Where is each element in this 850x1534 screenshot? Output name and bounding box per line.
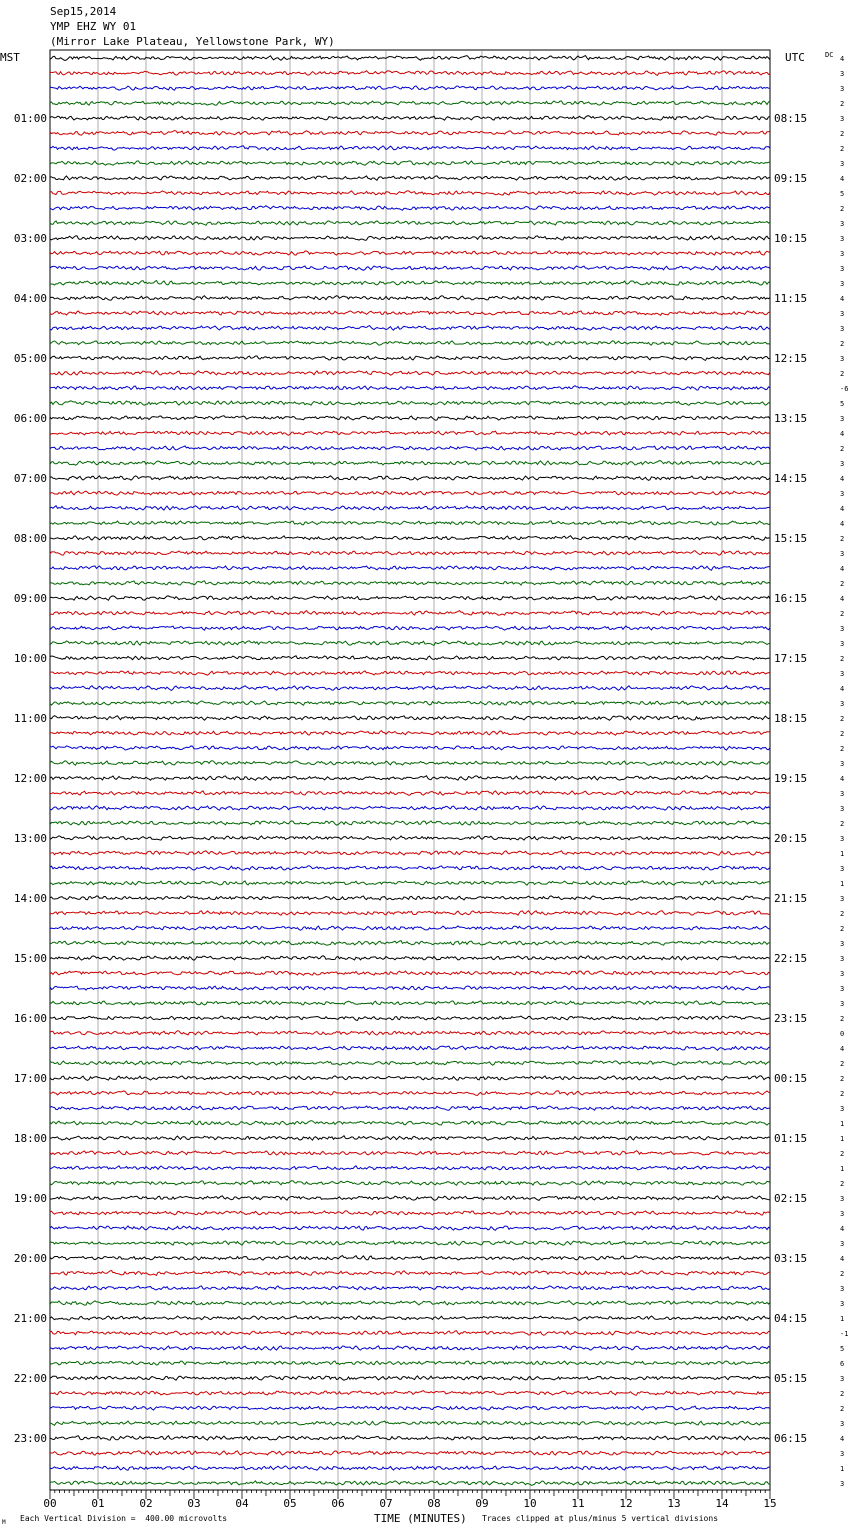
seismic-trace [50, 851, 770, 855]
seismic-trace [50, 1196, 770, 1201]
right-hour-label: 14:15 [774, 472, 808, 485]
seismic-trace [50, 971, 770, 975]
seismic-trace [50, 1001, 770, 1005]
dc-offset-value: 3 [840, 1480, 845, 1488]
seismic-trace [50, 86, 770, 90]
dc-offset-value: 3 [840, 1240, 845, 1248]
left-hour-label: 10:00 [13, 652, 47, 665]
right-hour-label: 23:15 [774, 1012, 808, 1025]
seismic-trace [50, 491, 770, 495]
seismic-trace [50, 521, 770, 525]
dc-offset-value: 3 [840, 1210, 845, 1218]
seismic-trace [50, 746, 770, 750]
seismic-trace [50, 146, 770, 150]
x-tick-label: 04 [235, 1497, 249, 1510]
seismic-trace [50, 1346, 770, 1350]
seismic-trace [50, 896, 770, 900]
dc-offset-value: 1 [840, 1120, 845, 1128]
dc-offset-value: 2 [840, 100, 845, 108]
dc-offset-value: 2 [840, 1060, 845, 1068]
seismic-trace [50, 836, 770, 840]
dc-offset-value: 4 [840, 430, 845, 438]
dc-offset-value: 2 [840, 1270, 845, 1278]
left-hour-label: 05:00 [13, 352, 47, 365]
seismic-trace [50, 1046, 770, 1050]
footer-scale-note: Each Vertical Division = 400.00 microvolts [20, 1514, 228, 1523]
seismic-trace [50, 311, 770, 315]
seismic-trace [50, 926, 770, 930]
x-tick-label: 00 [43, 1497, 57, 1510]
dc-offset-value: 3 [840, 940, 845, 948]
seismic-trace [50, 71, 770, 76]
dc-offset-value: 3 [840, 550, 845, 558]
dc-offset-value: 2 [840, 445, 845, 453]
seismic-trace [50, 1061, 770, 1065]
right-hour-label: 17:15 [774, 652, 808, 665]
seismic-trace [50, 761, 770, 766]
seismic-trace [50, 1226, 770, 1230]
dc-offset-value: 3 [840, 700, 845, 708]
seismic-trace [50, 686, 770, 691]
dc-offset-value: 3 [840, 280, 845, 288]
right-hour-label: 20:15 [774, 832, 808, 845]
seismic-trace [50, 1181, 770, 1185]
seismic-trace [50, 1091, 770, 1096]
seismic-trace [50, 1301, 770, 1305]
right-hour-label: 15:15 [774, 532, 808, 545]
dc-offset-value: 3 [840, 805, 845, 813]
left-hour-label: 09:00 [13, 592, 47, 605]
right-hour-label: 18:15 [774, 712, 808, 725]
dc-offset-value: 3 [840, 265, 845, 273]
dc-offset-value: 4 [840, 565, 845, 573]
dc-offset-value: 3 [840, 235, 845, 243]
dc-offset-value: 4 [840, 1045, 845, 1053]
dc-offset-value: 2 [840, 610, 845, 618]
x-tick-label: 06 [331, 1497, 345, 1510]
dc-offset-value: 4 [840, 55, 845, 63]
seismic-trace [50, 446, 770, 450]
seismic-trace [50, 1271, 770, 1276]
seismic-trace [50, 776, 770, 780]
seismic-trace [50, 101, 770, 105]
dc-offset-value: 3 [840, 250, 845, 258]
x-tick-label: 14 [715, 1497, 729, 1510]
seismic-trace [50, 221, 770, 225]
x-tick-label: 03 [187, 1497, 201, 1510]
dc-offset-value: 5 [840, 1345, 845, 1353]
dc-offset-value: 2 [840, 715, 845, 723]
dc-offset-value: 3 [840, 325, 845, 333]
seismic-trace [50, 806, 770, 810]
dc-offset-value: 3 [840, 1300, 845, 1308]
seismic-trace [50, 1031, 770, 1035]
seismic-trace [50, 1406, 770, 1410]
dc-offset-value: -6 [840, 385, 849, 393]
footer-clip-note: Traces clipped at plus/minus 5 vertical divisions [482, 1514, 719, 1523]
x-tick-label: 07 [379, 1497, 393, 1510]
dc-offset-value: 3 [840, 640, 845, 648]
seismic-trace [50, 656, 770, 660]
seismic-trace [50, 1136, 770, 1140]
x-tick-label: 09 [475, 1497, 489, 1510]
dc-offset-value: 3 [840, 790, 845, 798]
seismic-trace [50, 161, 770, 165]
seismic-trace [50, 1151, 770, 1155]
seismic-trace [50, 731, 770, 735]
dc-offset-value: 3 [840, 310, 845, 318]
dc-offset-value: 5 [840, 190, 845, 198]
dc-offset-value: 3 [840, 985, 845, 993]
dc-offset-value: 3 [840, 670, 845, 678]
right-hour-label: 13:15 [774, 412, 808, 425]
right-hour-label: 05:15 [774, 1372, 808, 1385]
right-hour-label: 01:15 [774, 1132, 808, 1145]
seismic-trace [50, 1331, 770, 1335]
dc-offset-value: 3 [840, 835, 845, 843]
right-hour-label: 03:15 [774, 1252, 808, 1265]
dc-offset-value: 3 [840, 955, 845, 963]
right-hour-label: 16:15 [774, 592, 808, 605]
right-hour-label: 22:15 [774, 952, 808, 965]
seismic-trace [50, 1391, 770, 1395]
seismic-trace [50, 1451, 770, 1455]
dc-offset-value: 2 [840, 1150, 845, 1158]
dc-offset-value: 2 [840, 580, 845, 588]
seismic-trace [50, 881, 770, 885]
dc-offset-value: 4 [840, 295, 845, 303]
header-date: Sep15,2014 [50, 5, 117, 18]
dc-offset-value: 3 [840, 970, 845, 978]
dc-offset-value: 2 [840, 205, 845, 213]
dc-offset-value: 0 [840, 1030, 845, 1038]
seismic-trace [50, 866, 770, 870]
dc-offset-value: 2 [840, 1090, 845, 1098]
dc-offset-value: 2 [840, 745, 845, 753]
dc-offset-value: 4 [840, 1255, 845, 1263]
dc-offset-value: 2 [840, 145, 845, 153]
seismic-trace [50, 1466, 770, 1470]
seismic-trace [50, 1376, 770, 1380]
header-location: (Mirror Lake Plateau, Yellowstone Park, WY) [50, 35, 335, 48]
right-timezone-label: UTC [785, 51, 805, 64]
seismic-trace [50, 671, 770, 675]
seismic-trace [50, 341, 770, 345]
right-hour-label: 21:15 [774, 892, 808, 905]
x-tick-label: 15 [763, 1497, 777, 1510]
right-hour-label: 02:15 [774, 1192, 808, 1205]
seismic-trace [50, 371, 770, 375]
left-hour-label: 17:00 [13, 1072, 47, 1085]
dc-offset-value: 2 [840, 340, 845, 348]
dc-offset-value: 3 [840, 865, 845, 873]
dc-offset-value: 3 [840, 355, 845, 363]
dc-offset-value: 3 [840, 460, 845, 468]
footer-corner-mark: M [2, 1519, 6, 1526]
dc-offset-value: 2 [840, 370, 845, 378]
seismic-trace [50, 506, 770, 511]
header-station: YMP EHZ WY 01 [50, 20, 137, 33]
seismic-trace [50, 296, 770, 300]
right-hour-label: 11:15 [774, 292, 808, 305]
seismic-trace [50, 251, 770, 255]
seismic-trace [50, 716, 770, 721]
seismic-trace [50, 176, 770, 180]
x-tick-label: 08 [427, 1497, 441, 1510]
seismic-trace [50, 581, 770, 585]
dc-offset-value: 2 [840, 1405, 845, 1413]
seismic-trace [50, 791, 770, 795]
seismic-trace [50, 416, 770, 420]
seismic-trace [50, 986, 770, 990]
seismic-trace [50, 191, 770, 195]
dc-offset-value: 3 [840, 760, 845, 768]
dc-offset-value: 3 [840, 1375, 845, 1383]
seismic-trace [50, 611, 770, 616]
dc-offset-value: 3 [840, 115, 845, 123]
seismic-trace [50, 116, 770, 120]
seismic-trace [50, 266, 770, 270]
dc-offset-value: 3 [840, 1285, 845, 1293]
left-hour-label: 06:00 [13, 412, 47, 425]
dc-offset-value: 4 [840, 520, 845, 528]
x-tick-label: 13 [667, 1497, 681, 1510]
dc-offset-value: 2 [840, 925, 845, 933]
seismic-trace [50, 236, 770, 240]
left-hour-label: 03:00 [13, 232, 47, 245]
right-hour-label: 08:15 [774, 112, 808, 125]
left-hour-label: 04:00 [13, 292, 47, 305]
right-hour-label: 06:15 [774, 1432, 808, 1445]
seismic-trace [50, 1481, 770, 1485]
dc-offset-value: 3 [840, 70, 845, 78]
dc-offset-value: 4 [840, 505, 845, 513]
dc-offset-value: 6 [840, 1360, 845, 1368]
seismic-trace [50, 641, 770, 646]
seismic-trace [50, 536, 770, 541]
dc-offset-value: 3 [840, 1420, 845, 1428]
seismic-trace [50, 431, 770, 435]
x-axis-title: TIME (MINUTES) [374, 1512, 467, 1525]
dc-offset-value: 3 [840, 490, 845, 498]
dc-offset-value: 2 [840, 730, 845, 738]
left-hour-label: 21:00 [13, 1312, 47, 1325]
dc-offset-value: 2 [840, 1390, 845, 1398]
x-tick-label: 11 [571, 1497, 585, 1510]
left-hour-label: 08:00 [13, 532, 47, 545]
left-hour-label: 01:00 [13, 112, 47, 125]
seismic-trace [50, 206, 770, 210]
dc-offset-value: 4 [840, 685, 845, 693]
seismic-trace [50, 1421, 770, 1425]
seismic-trace [50, 701, 770, 705]
seismic-trace [50, 461, 770, 466]
right-hour-label: 19:15 [774, 772, 808, 785]
left-hour-label: 02:00 [13, 172, 47, 185]
right-hour-label: 10:15 [774, 232, 808, 245]
dc-offset-value: 5 [840, 400, 845, 408]
right-hour-label: 09:15 [774, 172, 808, 185]
x-tick-label: 12 [619, 1497, 633, 1510]
seismic-trace [50, 626, 770, 630]
seismic-trace [50, 1016, 770, 1020]
seismic-trace [50, 1286, 770, 1290]
seismic-trace [50, 1211, 770, 1215]
dc-offset-value: -1 [840, 1330, 849, 1338]
dc-offset-value: 3 [840, 1000, 845, 1008]
seismic-trace [50, 1436, 770, 1440]
left-hour-label: 07:00 [13, 472, 47, 485]
dc-offset-value: 2 [840, 535, 845, 543]
left-hour-label: 14:00 [13, 892, 47, 905]
seismic-trace [50, 596, 770, 600]
dc-offset-value: 1 [840, 1135, 845, 1143]
seismic-trace [50, 356, 770, 361]
seismic-trace [50, 1241, 770, 1245]
left-hour-label: 18:00 [13, 1132, 47, 1145]
dc-offset-value: 1 [840, 1465, 845, 1473]
dc-offset-value: 2 [840, 910, 845, 918]
seismic-trace [50, 1076, 770, 1081]
dc-offset-value: 3 [840, 85, 845, 93]
dc-offset-value: 4 [840, 1225, 845, 1233]
seismic-trace [50, 1166, 770, 1170]
x-tick-label: 01 [91, 1497, 105, 1510]
seismic-trace [50, 1361, 770, 1365]
seismic-trace [50, 1316, 770, 1320]
seismic-trace [50, 911, 770, 915]
dc-offset-value: 1 [840, 880, 845, 888]
dc-offset-value: 1 [840, 1315, 845, 1323]
dc-offset-value: 2 [840, 1075, 845, 1083]
seismic-trace [50, 281, 770, 286]
left-hour-label: 19:00 [13, 1192, 47, 1205]
dc-offset-value: 3 [840, 1105, 845, 1113]
right-hour-label: 12:15 [774, 352, 808, 365]
left-hour-label: 16:00 [13, 1012, 47, 1025]
dc-offset-value: 4 [840, 595, 845, 603]
dc-offset-value: 3 [840, 1450, 845, 1458]
seismic-trace [50, 386, 770, 390]
left-hour-label: 20:00 [13, 1252, 47, 1265]
dc-offset-value: 2 [840, 130, 845, 138]
dc-offset-value: 4 [840, 175, 845, 183]
left-timezone-label: MST [0, 51, 20, 64]
x-tick-label: 10 [523, 1497, 537, 1510]
dc-offset-value: 1 [840, 1165, 845, 1173]
right-hour-label: 00:15 [774, 1072, 808, 1085]
left-hour-label: 22:00 [13, 1372, 47, 1385]
seismic-trace [50, 566, 770, 570]
dc-offset-value: 3 [840, 1195, 845, 1203]
dc-offset-value: 3 [840, 625, 845, 633]
seismic-trace [50, 401, 770, 406]
seismic-trace [50, 131, 770, 136]
seismic-trace [50, 1256, 770, 1260]
dc-offset-value: 3 [840, 160, 845, 168]
seismic-trace [50, 326, 770, 331]
dc-offset-value: 4 [840, 775, 845, 783]
left-hour-label: 23:00 [13, 1432, 47, 1445]
left-hour-label: 15:00 [13, 952, 47, 965]
seismic-trace [50, 1121, 770, 1125]
dc-offset-value: 2 [840, 1015, 845, 1023]
dc-offset-value: 2 [840, 1180, 845, 1188]
dc-offset-value: 4 [840, 475, 845, 483]
right-hour-label: 04:15 [774, 1312, 808, 1325]
seismic-trace [50, 476, 770, 480]
dc-offset-value: 2 [840, 655, 845, 663]
dc-offset-value: 1 [840, 850, 845, 858]
dc-offset-value: 3 [840, 895, 845, 903]
seismic-trace [50, 56, 770, 61]
x-tick-label: 02 [139, 1497, 153, 1510]
x-tick-label: 05 [283, 1497, 297, 1510]
dc-offset-value: 3 [840, 220, 845, 228]
dc-offset-value: 2 [840, 820, 845, 828]
left-hour-label: 13:00 [13, 832, 47, 845]
seismic-trace [50, 821, 770, 825]
left-hour-label: 11:00 [13, 712, 47, 725]
dc-offset-value: 4 [840, 1435, 845, 1443]
seismic-trace [50, 941, 770, 946]
seismic-trace [50, 956, 770, 961]
seismic-trace [50, 551, 770, 555]
dc-offset-label: DC [825, 51, 834, 59]
dc-offset-value: 3 [840, 415, 845, 423]
left-hour-label: 12:00 [13, 772, 47, 785]
seismic-trace [50, 1106, 770, 1110]
